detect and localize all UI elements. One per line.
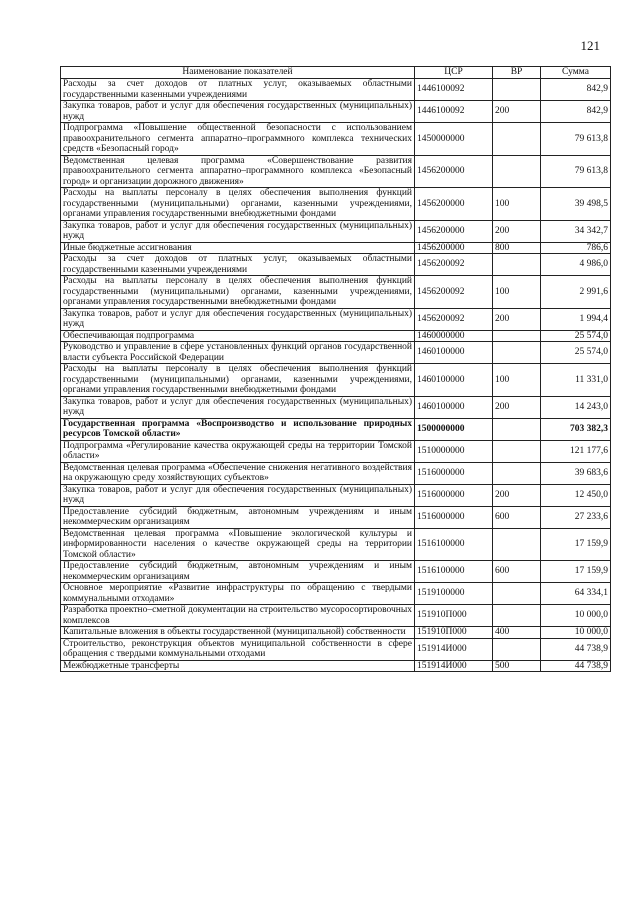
- cell-name: Расходы на выплаты персоналу в целях обеспечения выполнения функций государственными (муниципальными) органами, казенными учреждениями, органами управления государственными внебюджетными фондами: [61, 364, 415, 397]
- cell-vr: [493, 123, 541, 156]
- cell-name: Строительство, реконструкция объектов муниципальной собственности в сфере обращения с твердыми коммунальными отходами: [61, 638, 415, 660]
- cell-name: Ведомственная целевая программа «Повышение экологической культуры и информированности населения о качестве окружающей среды на территории Томской области»: [61, 528, 415, 561]
- cell-csr: 151914И000: [415, 660, 493, 672]
- cell-sum: 842,9: [541, 79, 611, 101]
- cell-sum: 10 000,0: [541, 627, 611, 639]
- cell-csr: 1460100000: [415, 364, 493, 397]
- cell-name: Предоставление субсидий бюджетным, автономным учреждениям и иным некоммерческим организациям: [61, 506, 415, 528]
- cell-csr: 1516000000: [415, 462, 493, 484]
- cell-csr: 1446100092: [415, 79, 493, 101]
- cell-sum: 17 159,9: [541, 561, 611, 583]
- cell-csr: 1456200092: [415, 308, 493, 330]
- cell-name: Государственная программа «Воспроизводство и использование природных ресурсов Томской области»: [61, 418, 415, 440]
- cell-name: Расходы за счет доходов от платных услуг, оказываемых областными государственными казенными учреждениями: [61, 254, 415, 276]
- cell-sum: 786,6: [541, 242, 611, 254]
- table-row: [61, 561, 611, 583]
- cell-vr: 600: [493, 506, 541, 528]
- table-row: [61, 188, 611, 221]
- cell-sum: 2 991,6: [541, 276, 611, 309]
- table-row: [61, 583, 611, 605]
- cell-csr: 1456200000: [415, 220, 493, 242]
- cell-vr: 200: [493, 396, 541, 418]
- cell-name: Расходы на выплаты персоналу в целях обеспечения выполнения функций государственными (муниципальными) органами, казенными учреждениями, органами управления государственными внебюджетными фондами: [61, 188, 415, 221]
- cell-vr: 800: [493, 242, 541, 254]
- table-row: [61, 155, 611, 188]
- cell-vr: 100: [493, 188, 541, 221]
- cell-name: Закупка товаров, работ и услуг для обеспечения государственных (муниципальных) нужд: [61, 101, 415, 123]
- budget-table: [60, 66, 611, 672]
- cell-vr: [493, 155, 541, 188]
- cell-sum: 25 574,0: [541, 342, 611, 364]
- cell-sum: 703 382,3: [541, 418, 611, 440]
- table-row: [61, 462, 611, 484]
- cell-sum: 27 233,6: [541, 506, 611, 528]
- cell-csr: 1456200092: [415, 276, 493, 309]
- cell-sum: 34 342,7: [541, 220, 611, 242]
- table-row: [61, 440, 611, 462]
- cell-vr: [493, 638, 541, 660]
- page-number: 121: [580, 38, 600, 53]
- cell-csr: 1516100000: [415, 528, 493, 561]
- header-name: Наименование показателей: [61, 67, 415, 79]
- table-row: [61, 220, 611, 242]
- cell-name: Основное мероприятие «Развитие инфраструктуры по обращению с твердыми коммунальными отходами»: [61, 583, 415, 605]
- cell-sum: 11 331,0: [541, 364, 611, 397]
- cell-vr: 200: [493, 220, 541, 242]
- cell-vr: [493, 254, 541, 276]
- cell-csr: 1456200092: [415, 254, 493, 276]
- cell-sum: 14 243,0: [541, 396, 611, 418]
- cell-name: Подпрограмма «Повышение общественной безопасности с использованием правоохранительного сегмента аппаратно–программного комплекса технических средств «Безопасный город»: [61, 123, 415, 156]
- cell-name: Расходы на выплаты персоналу в целях обеспечения выполнения функций государственными (муниципальными) органами, казенными учреждениями, органами управления государственными внебюджетными фондами: [61, 276, 415, 309]
- cell-vr: [493, 342, 541, 364]
- cell-name: Межбюджетные трансферты: [61, 660, 415, 672]
- table-row: [61, 276, 611, 309]
- cell-csr: 151910П000: [415, 627, 493, 639]
- cell-name: Закупка товаров, работ и услуг для обеспечения государственных (муниципальных) нужд: [61, 396, 415, 418]
- cell-csr: 1456200000: [415, 188, 493, 221]
- cell-csr: 151914И000: [415, 638, 493, 660]
- cell-sum: 1 994,4: [541, 308, 611, 330]
- cell-sum: 17 159,9: [541, 528, 611, 561]
- cell-name: Ведомственная целевая программа «Обеспечение снижения негативного воздействия на окружающую среду хозяйствующих субъектов»: [61, 462, 415, 484]
- cell-vr: 500: [493, 660, 541, 672]
- cell-name: Капитальные вложения в объекты государственной (муниципальной) собственности: [61, 627, 415, 639]
- cell-csr: 1460100000: [415, 342, 493, 364]
- cell-sum: 39 683,6: [541, 462, 611, 484]
- cell-vr: 600: [493, 561, 541, 583]
- cell-csr: 1460100000: [415, 396, 493, 418]
- cell-csr: 1500000000: [415, 418, 493, 440]
- cell-vr: 200: [493, 484, 541, 506]
- table-row: [61, 605, 611, 627]
- cell-csr: 1450000000: [415, 123, 493, 156]
- cell-csr: 1519100000: [415, 583, 493, 605]
- cell-csr: 1456200000: [415, 155, 493, 188]
- cell-csr: 1446100092: [415, 101, 493, 123]
- table-row: [61, 396, 611, 418]
- cell-csr: 1516100000: [415, 561, 493, 583]
- cell-name: Расходы за счет доходов от платных услуг, оказываемых областными государственными казенными учреждениями: [61, 79, 415, 101]
- cell-vr: 200: [493, 308, 541, 330]
- table-row: [61, 123, 611, 156]
- table-row: [61, 627, 611, 639]
- cell-name: Закупка товаров, работ и услуг для обеспечения государственных (муниципальных) нужд: [61, 220, 415, 242]
- table-body: [61, 79, 611, 672]
- cell-vr: [493, 440, 541, 462]
- cell-sum: 842,9: [541, 101, 611, 123]
- cell-csr: 1516000000: [415, 484, 493, 506]
- cell-sum: 44 738,9: [541, 638, 611, 660]
- table-row: [61, 101, 611, 123]
- table-row: [61, 418, 611, 440]
- table-row: [61, 660, 611, 672]
- cell-vr: 400: [493, 627, 541, 639]
- header-vr: ВР: [493, 67, 541, 79]
- cell-vr: [493, 462, 541, 484]
- header-csr: ЦСР: [415, 67, 493, 79]
- cell-sum: 10 000,0: [541, 605, 611, 627]
- cell-sum: 25 574,0: [541, 330, 611, 342]
- cell-vr: [493, 605, 541, 627]
- cell-name: Разработка проектно–сметной документации на строительство мусоросортировочных комплексов: [61, 605, 415, 627]
- cell-vr: [493, 583, 541, 605]
- cell-vr: [493, 330, 541, 342]
- cell-name: Предоставление субсидий бюджетным, автономным учреждениям и иным некоммерческим организациям: [61, 561, 415, 583]
- table-row: [61, 242, 611, 254]
- table-row: [61, 330, 611, 342]
- table-row: [61, 79, 611, 101]
- cell-vr: 100: [493, 276, 541, 309]
- cell-sum: 79 613,8: [541, 155, 611, 188]
- table-row: [61, 506, 611, 528]
- table-row: [61, 638, 611, 660]
- cell-csr: 1456200000: [415, 242, 493, 254]
- table-row: [61, 528, 611, 561]
- cell-csr: 151910П000: [415, 605, 493, 627]
- cell-csr: 1510000000: [415, 440, 493, 462]
- table-row: [61, 342, 611, 364]
- cell-csr: 1516000000: [415, 506, 493, 528]
- cell-sum: 44 738,9: [541, 660, 611, 672]
- table-row: [61, 254, 611, 276]
- cell-vr: [493, 528, 541, 561]
- table-row: [61, 308, 611, 330]
- header-sum: Сумма: [541, 67, 611, 79]
- cell-name: Обеспечивающая подпрограмма: [61, 330, 415, 342]
- cell-sum: 4 986,0: [541, 254, 611, 276]
- cell-sum: 79 613,8: [541, 123, 611, 156]
- table-header-row: [61, 67, 611, 79]
- cell-name: Иные бюджетные ассигнования: [61, 242, 415, 254]
- cell-csr: 1460000000: [415, 330, 493, 342]
- cell-sum: 39 498,5: [541, 188, 611, 221]
- cell-name: Закупка товаров, работ и услуг для обеспечения государственных (муниципальных) нужд: [61, 484, 415, 506]
- cell-name: Подпрограмма «Регулирование качества окружающей среды на территории Томской области»: [61, 440, 415, 462]
- cell-sum: 64 334,1: [541, 583, 611, 605]
- cell-name: Руководство и управление в сфере установленных функций органов государственной власти субъекта Российской Федерации: [61, 342, 415, 364]
- cell-vr: [493, 418, 541, 440]
- cell-name: Ведомственная целевая программа «Совершенствование развития правоохранительного сегмента аппаратно–программного комплекса «Безопасный город» и организации дорожного движения»: [61, 155, 415, 188]
- cell-vr: 100: [493, 364, 541, 397]
- cell-vr: 200: [493, 101, 541, 123]
- cell-sum: 121 177,6: [541, 440, 611, 462]
- cell-name: Закупка товаров, работ и услуг для обеспечения государственных (муниципальных) нужд: [61, 308, 415, 330]
- cell-sum: 12 450,0: [541, 484, 611, 506]
- cell-vr: [493, 79, 541, 101]
- table-row: [61, 364, 611, 397]
- table-row: [61, 484, 611, 506]
